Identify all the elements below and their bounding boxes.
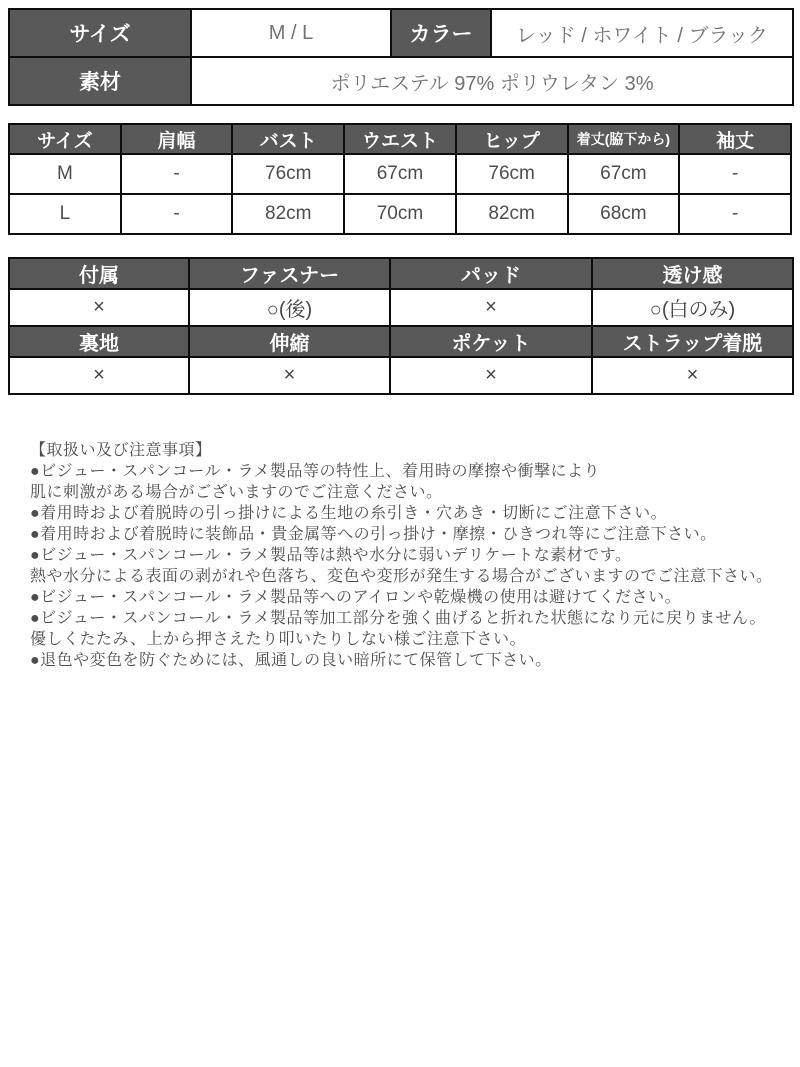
col-header-waist: ウエスト <box>344 124 456 154</box>
cell: × <box>390 289 592 326</box>
table-row <box>9 154 791 194</box>
material-header: 素材 <box>9 57 191 105</box>
table-row <box>9 57 793 105</box>
cell: - <box>679 154 791 194</box>
col-header-sleeve: 袖丈 <box>679 124 791 154</box>
size-color-material-table <box>8 8 794 106</box>
cell: L <box>9 194 121 234</box>
cell: 76cm <box>232 154 344 194</box>
notes-line: ●ビジュー・スパンコール・ラメ製品等へのアイロンや乾燥機の使用は避けてください。 <box>30 589 682 606</box>
col-header-bust: バスト <box>232 124 344 154</box>
notes-line: 肌に刺激がある場合がございますのでご注意ください。 <box>30 484 443 501</box>
table-row <box>9 194 791 234</box>
notes-line: ●退色や変色を防ぐためには、風通しの良い暗所にて保管して下さい。 <box>30 652 552 669</box>
features-header-row <box>9 258 793 289</box>
cell: 68cm <box>568 194 680 234</box>
notes-line: ●着用時および着脱時に装飾品・貴金属等への引っ掛け・摩擦・ひきつれ等にご注意下さい。 <box>30 526 717 543</box>
cell: 82cm <box>456 194 568 234</box>
col-header-pad: パッド <box>390 258 592 289</box>
measurements-header-row <box>9 124 791 154</box>
cell: - <box>679 194 791 234</box>
col-header-hip: ヒップ <box>456 124 568 154</box>
notes-line: ●ビジュー・スパンコール・ラメ製品等加工部分を強く曲げると折れた状態になり元に戻りません。 <box>30 610 767 627</box>
table-row <box>9 289 793 326</box>
cell: × <box>390 357 592 394</box>
handling-notes <box>30 440 782 671</box>
cell: - <box>121 194 233 234</box>
notes-line: ●着用時および着脱時の引っ掛けによる生地の糸引き・穴あき・切断にご注意下さい。 <box>30 505 668 522</box>
features-table <box>8 257 794 395</box>
cell: 67cm <box>568 154 680 194</box>
cell: 76cm <box>456 154 568 194</box>
col-header-pocket: ポケット <box>390 326 592 357</box>
material-value: ポリエステル 97% ポリウレタン 3% <box>191 57 793 105</box>
notes-line: ●ビジュー・スパンコール・ラメ製品等の特性上、着用時の摩擦や衝撃により <box>30 463 601 480</box>
cell: × <box>592 357 793 394</box>
notes-line: 熱や水分による表面の剥がれや色落ち、変色や変形が発生する場合がございますのでご注意下さい。 <box>30 568 773 585</box>
cell: - <box>121 154 233 194</box>
table-row <box>9 357 793 394</box>
col-header-length: 着丈(脇下から) <box>568 124 680 154</box>
features-header-row <box>9 326 793 357</box>
cell: ○(後) <box>189 289 390 326</box>
size-header: サイズ <box>9 9 191 57</box>
cell: 82cm <box>232 194 344 234</box>
cell: M <box>9 154 121 194</box>
notes-line: 優しくたたみ、上から押さえたり叩いたりしない様ご注意下さい。 <box>30 631 526 648</box>
notes-line: ●ビジュー・スパンコール・ラメ製品等は熱や水分に弱いデリケートな素材です。 <box>30 547 632 564</box>
col-header-accessory: 付属 <box>9 258 189 289</box>
cell: × <box>9 289 189 326</box>
table-row <box>9 9 793 57</box>
color-header: カラー <box>391 9 491 57</box>
col-header-shoulder: 肩幅 <box>121 124 233 154</box>
cell: × <box>9 357 189 394</box>
col-header-lining: 裏地 <box>9 326 189 357</box>
col-header-stretch: 伸縮 <box>189 326 390 357</box>
cell: 67cm <box>344 154 456 194</box>
size-value: M / L <box>191 9 391 57</box>
cell: × <box>189 357 390 394</box>
col-header-size: サイズ <box>9 124 121 154</box>
col-header-strap: ストラップ着脱 <box>592 326 793 357</box>
col-header-fastener: ファスナー <box>189 258 390 289</box>
measurements-table <box>8 123 792 235</box>
col-header-sheerness: 透け感 <box>592 258 793 289</box>
color-value: レッド / ホワイト / ブラック <box>491 9 793 57</box>
notes-title: 【取扱い及び注意事項】 <box>30 442 212 459</box>
cell: 70cm <box>344 194 456 234</box>
cell: ○(白のみ) <box>592 289 793 326</box>
